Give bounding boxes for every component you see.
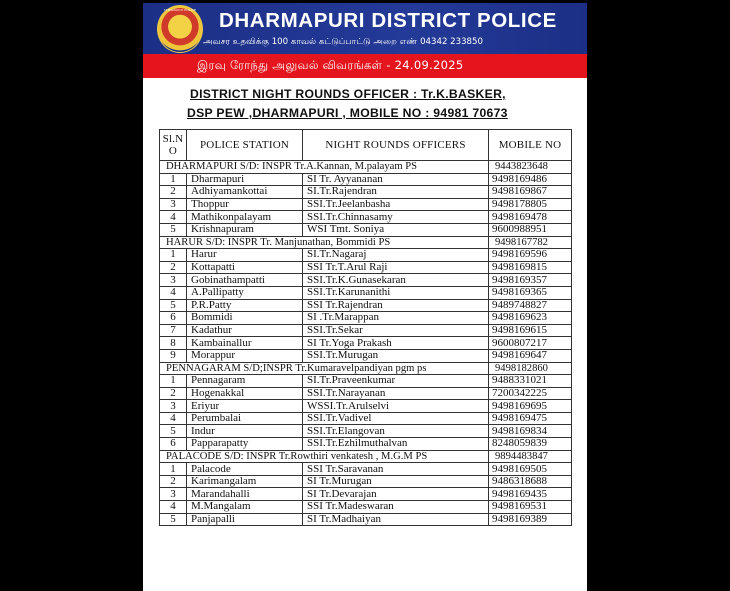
mobile-cell: 9498169647	[489, 349, 572, 362]
mobile-cell: 9489748827	[489, 299, 572, 312]
officer-cell: SI Tr.Murugan	[303, 475, 489, 488]
table-row	[160, 286, 572, 299]
police-station-cell: Thoppur	[187, 198, 303, 211]
mobile-cell: 9498169623	[489, 312, 572, 325]
mobile-cell: 9498169815	[489, 261, 572, 274]
mobile-cell: 9498169867	[489, 186, 572, 199]
sl-no-cell: 4	[160, 412, 187, 425]
officer-cell: SSI Tr.Madeswaran	[303, 501, 489, 514]
mobile-cell: 9498169615	[489, 324, 572, 337]
district-officer-line: DISTRICT NIGHT ROUNDS OFFICER : Tr.K.BASKER,	[190, 87, 506, 101]
police-station-cell: Bommidi	[187, 312, 303, 325]
officer-cell: SI.Tr.Rajendran	[303, 186, 489, 199]
mobile-cell: 9486318688	[489, 475, 572, 488]
police-station-cell: Krishnapuram	[187, 223, 303, 236]
table-row	[160, 349, 572, 362]
officer-cell: SI .Tr.Marappan	[303, 312, 489, 325]
officer-cell: SSI.Tr.Karunanithi	[303, 286, 489, 299]
sl-no-cell: 1	[160, 375, 187, 388]
police-station-cell: Kadathur	[187, 324, 303, 337]
sl-no-cell: 7	[160, 324, 187, 337]
sl-no-cell: 9	[160, 349, 187, 362]
mobile-cell: 9498169531	[489, 501, 572, 514]
header-mobile-no: MOBILE NO	[489, 130, 572, 161]
officer-cell: SSI Tr.Saravanan	[303, 463, 489, 476]
sl-no-cell: 4	[160, 286, 187, 299]
police-station-cell: Palacode	[187, 463, 303, 476]
subdivision-title: HARUR S/D: INSPR Tr. Manjunathan, Bommidi PS	[160, 236, 489, 249]
header-banner	[143, 3, 587, 54]
officer-cell: SSI.Tr.Chinnasamy	[303, 211, 489, 224]
table-row	[160, 375, 572, 388]
table-row	[160, 274, 572, 287]
subdivision-row	[160, 450, 572, 463]
sl-no-cell: 1	[160, 463, 187, 476]
sl-no-cell: 1	[160, 173, 187, 186]
table-header-row	[160, 130, 572, 161]
sl-no-cell: 3	[160, 274, 187, 287]
police-station-cell: Panjapalli	[187, 513, 303, 526]
sl-no-cell: 4	[160, 501, 187, 514]
table-row	[160, 223, 572, 236]
table-row	[160, 261, 572, 274]
police-station-cell: Dharmapuri	[187, 173, 303, 186]
subdivision-row	[160, 236, 572, 249]
police-station-cell: Marandahalli	[187, 488, 303, 501]
sl-no-cell: 1	[160, 249, 187, 262]
table-row	[160, 488, 572, 501]
police-station-cell: Indur	[187, 425, 303, 438]
police-station-cell: Eriyur	[187, 400, 303, 413]
officer-cell: SSI Tr.T.Arul Raji	[303, 261, 489, 274]
table-body	[160, 161, 572, 526]
police-station-cell: Gobinathampatti	[187, 274, 303, 287]
mobile-cell: 9498169486	[489, 173, 572, 186]
sl-no-cell: 5	[160, 513, 187, 526]
night-rounds-table	[159, 129, 572, 526]
sl-no-cell: 6	[160, 312, 187, 325]
officer-cell: SSI.Tr.Jeelanbasha	[303, 198, 489, 211]
mobile-cell: 9498178805	[489, 198, 572, 211]
mobile-cell: 8248059839	[489, 438, 572, 451]
mobile-cell: 9498169596	[489, 249, 572, 262]
police-station-cell: Pennagaram	[187, 375, 303, 388]
mobile-cell: 9488331021	[489, 375, 572, 388]
police-station-cell: M.Mangalam	[187, 501, 303, 514]
table-row	[160, 387, 572, 400]
table-row	[160, 198, 572, 211]
district-officer-contact-line: DSP PEW ,DHARMAPURI , MOBILE NO : 94981 70673	[187, 106, 508, 120]
sl-no-cell: 6	[160, 438, 187, 451]
police-station-cell: Karimangalam	[187, 475, 303, 488]
police-station-cell: Harur	[187, 249, 303, 262]
sl-no-cell: 8	[160, 337, 187, 350]
table-row	[160, 438, 572, 451]
subtitle-text: இரவு ரோந்து அலுவல் விவரங்கள் - 24.09.2025	[197, 58, 464, 72]
officer-cell: SI.Tr.Praveenkumar	[303, 375, 489, 388]
mobile-cell: 9498169478	[489, 211, 572, 224]
table-row	[160, 249, 572, 262]
mobile-cell: 9600807217	[489, 337, 572, 350]
officer-cell: SI Tr.Yoga Prakash	[303, 337, 489, 350]
mobile-cell: 9498169834	[489, 425, 572, 438]
emblem-text: TAMILNADU POLICE	[163, 8, 197, 12]
sl-no-cell: 2	[160, 387, 187, 400]
police-station-cell: Kambainallur	[187, 337, 303, 350]
subdivision-mobile: 9498167782	[489, 236, 572, 249]
subtitle-bar	[143, 54, 587, 78]
subdivision-row	[160, 161, 572, 174]
helpline-text: அவசர உதவிக்கு 100 காவல் கட்டுப்பாட்டு அறை எண் 04342 233850	[203, 37, 483, 47]
officer-cell: SI.Tr.Nagaraj	[303, 249, 489, 262]
sl-no-cell: 2	[160, 186, 187, 199]
table-row	[160, 312, 572, 325]
table-row	[160, 425, 572, 438]
mobile-cell: 9498169389	[489, 513, 572, 526]
night-rounds-sheet	[143, 3, 587, 591]
officer-cell: SI Tr.Madhaiyan	[303, 513, 489, 526]
police-station-cell: Papparapatty	[187, 438, 303, 451]
mobile-cell: 9498169357	[489, 274, 572, 287]
officer-cell: SSI.Tr.Vadivel	[303, 412, 489, 425]
sl-no-cell: 2	[160, 475, 187, 488]
officer-cell: SSI.Tr.Narayanan	[303, 387, 489, 400]
police-station-cell: Morappur	[187, 349, 303, 362]
officer-cell: SI Tr.Devarajan	[303, 488, 489, 501]
subdivision-mobile: 9894483847	[489, 450, 572, 463]
sl-no-cell: 5	[160, 425, 187, 438]
subdivision-mobile: 9443823648	[489, 161, 572, 174]
subdivision-mobile: 9498182860	[489, 362, 572, 375]
subdivision-title: DHARMAPURI S/D: INSPR Tr.A.Kannan, M.palayam PS	[160, 161, 489, 174]
officer-cell: SSI.Tr.Ezhilmuthalvan	[303, 438, 489, 451]
mobile-cell: 7200342225	[489, 387, 572, 400]
sl-no-cell: 3	[160, 400, 187, 413]
officer-cell: SSI.Tr.Sekar	[303, 324, 489, 337]
table-row	[160, 412, 572, 425]
police-station-cell: Mathikonpalayam	[187, 211, 303, 224]
mobile-cell: 9600988951	[489, 223, 572, 236]
officer-cell: WSSI.Tr.Arulselvi	[303, 400, 489, 413]
table-row	[160, 501, 572, 514]
table-row	[160, 463, 572, 476]
sl-no-cell: 3	[160, 198, 187, 211]
header-sl-no: Sl.N O	[160, 130, 187, 161]
sl-no-cell: 2	[160, 261, 187, 274]
sl-no-cell: 3	[160, 488, 187, 501]
subdivision-title: PALACODE S/D: INSPR Tr.Rowthiri venkatesh , M.G.M PS	[160, 450, 489, 463]
table-row	[160, 211, 572, 224]
table-row	[160, 400, 572, 413]
mobile-cell: 9498169365	[489, 286, 572, 299]
subdivision-title: PENNAGARAM S/D;INSPR Tr.Kumaravelpandiyan pgm ps	[160, 362, 489, 375]
table-row	[160, 337, 572, 350]
police-station-cell: Kottapatti	[187, 261, 303, 274]
officer-cell: SSI.Tr.Murugan	[303, 349, 489, 362]
police-station-cell: Perumbalai	[187, 412, 303, 425]
page-title: DHARMAPURI DISTRICT POLICE	[219, 9, 557, 32]
sl-no-cell: 5	[160, 299, 187, 312]
mobile-cell: 9498169435	[489, 488, 572, 501]
table-row	[160, 173, 572, 186]
mobile-cell: 9498169695	[489, 400, 572, 413]
table-row	[160, 513, 572, 526]
officer-cell: SSI.Tr.K.Gunasekaran	[303, 274, 489, 287]
header-police-station: POLICE STATION	[187, 130, 303, 161]
mobile-cell: 9498169475	[489, 412, 572, 425]
police-station-cell: A.Pallipatty	[187, 286, 303, 299]
sl-no-cell: 5	[160, 223, 187, 236]
officer-cell: SI Tr. Ayyananan	[303, 173, 489, 186]
table-row	[160, 475, 572, 488]
officer-cell: SSI.Tr.Elangovan	[303, 425, 489, 438]
table-row	[160, 299, 572, 312]
header-night-rounds-officers: NIGHT ROUNDS OFFICERS	[303, 130, 489, 161]
police-station-cell: Adhiyamankottai	[187, 186, 303, 199]
officer-cell: SSI Tr.Rajendran	[303, 299, 489, 312]
tamilnadu-police-emblem-icon	[157, 5, 203, 53]
sl-no-cell: 4	[160, 211, 187, 224]
table-row	[160, 324, 572, 337]
subdivision-row	[160, 362, 572, 375]
police-station-cell: P.R.Patty	[187, 299, 303, 312]
officer-cell: WSI Tmt. Soniya	[303, 223, 489, 236]
table-row	[160, 186, 572, 199]
mobile-cell: 9498169505	[489, 463, 572, 476]
police-station-cell: Hogenakkal	[187, 387, 303, 400]
